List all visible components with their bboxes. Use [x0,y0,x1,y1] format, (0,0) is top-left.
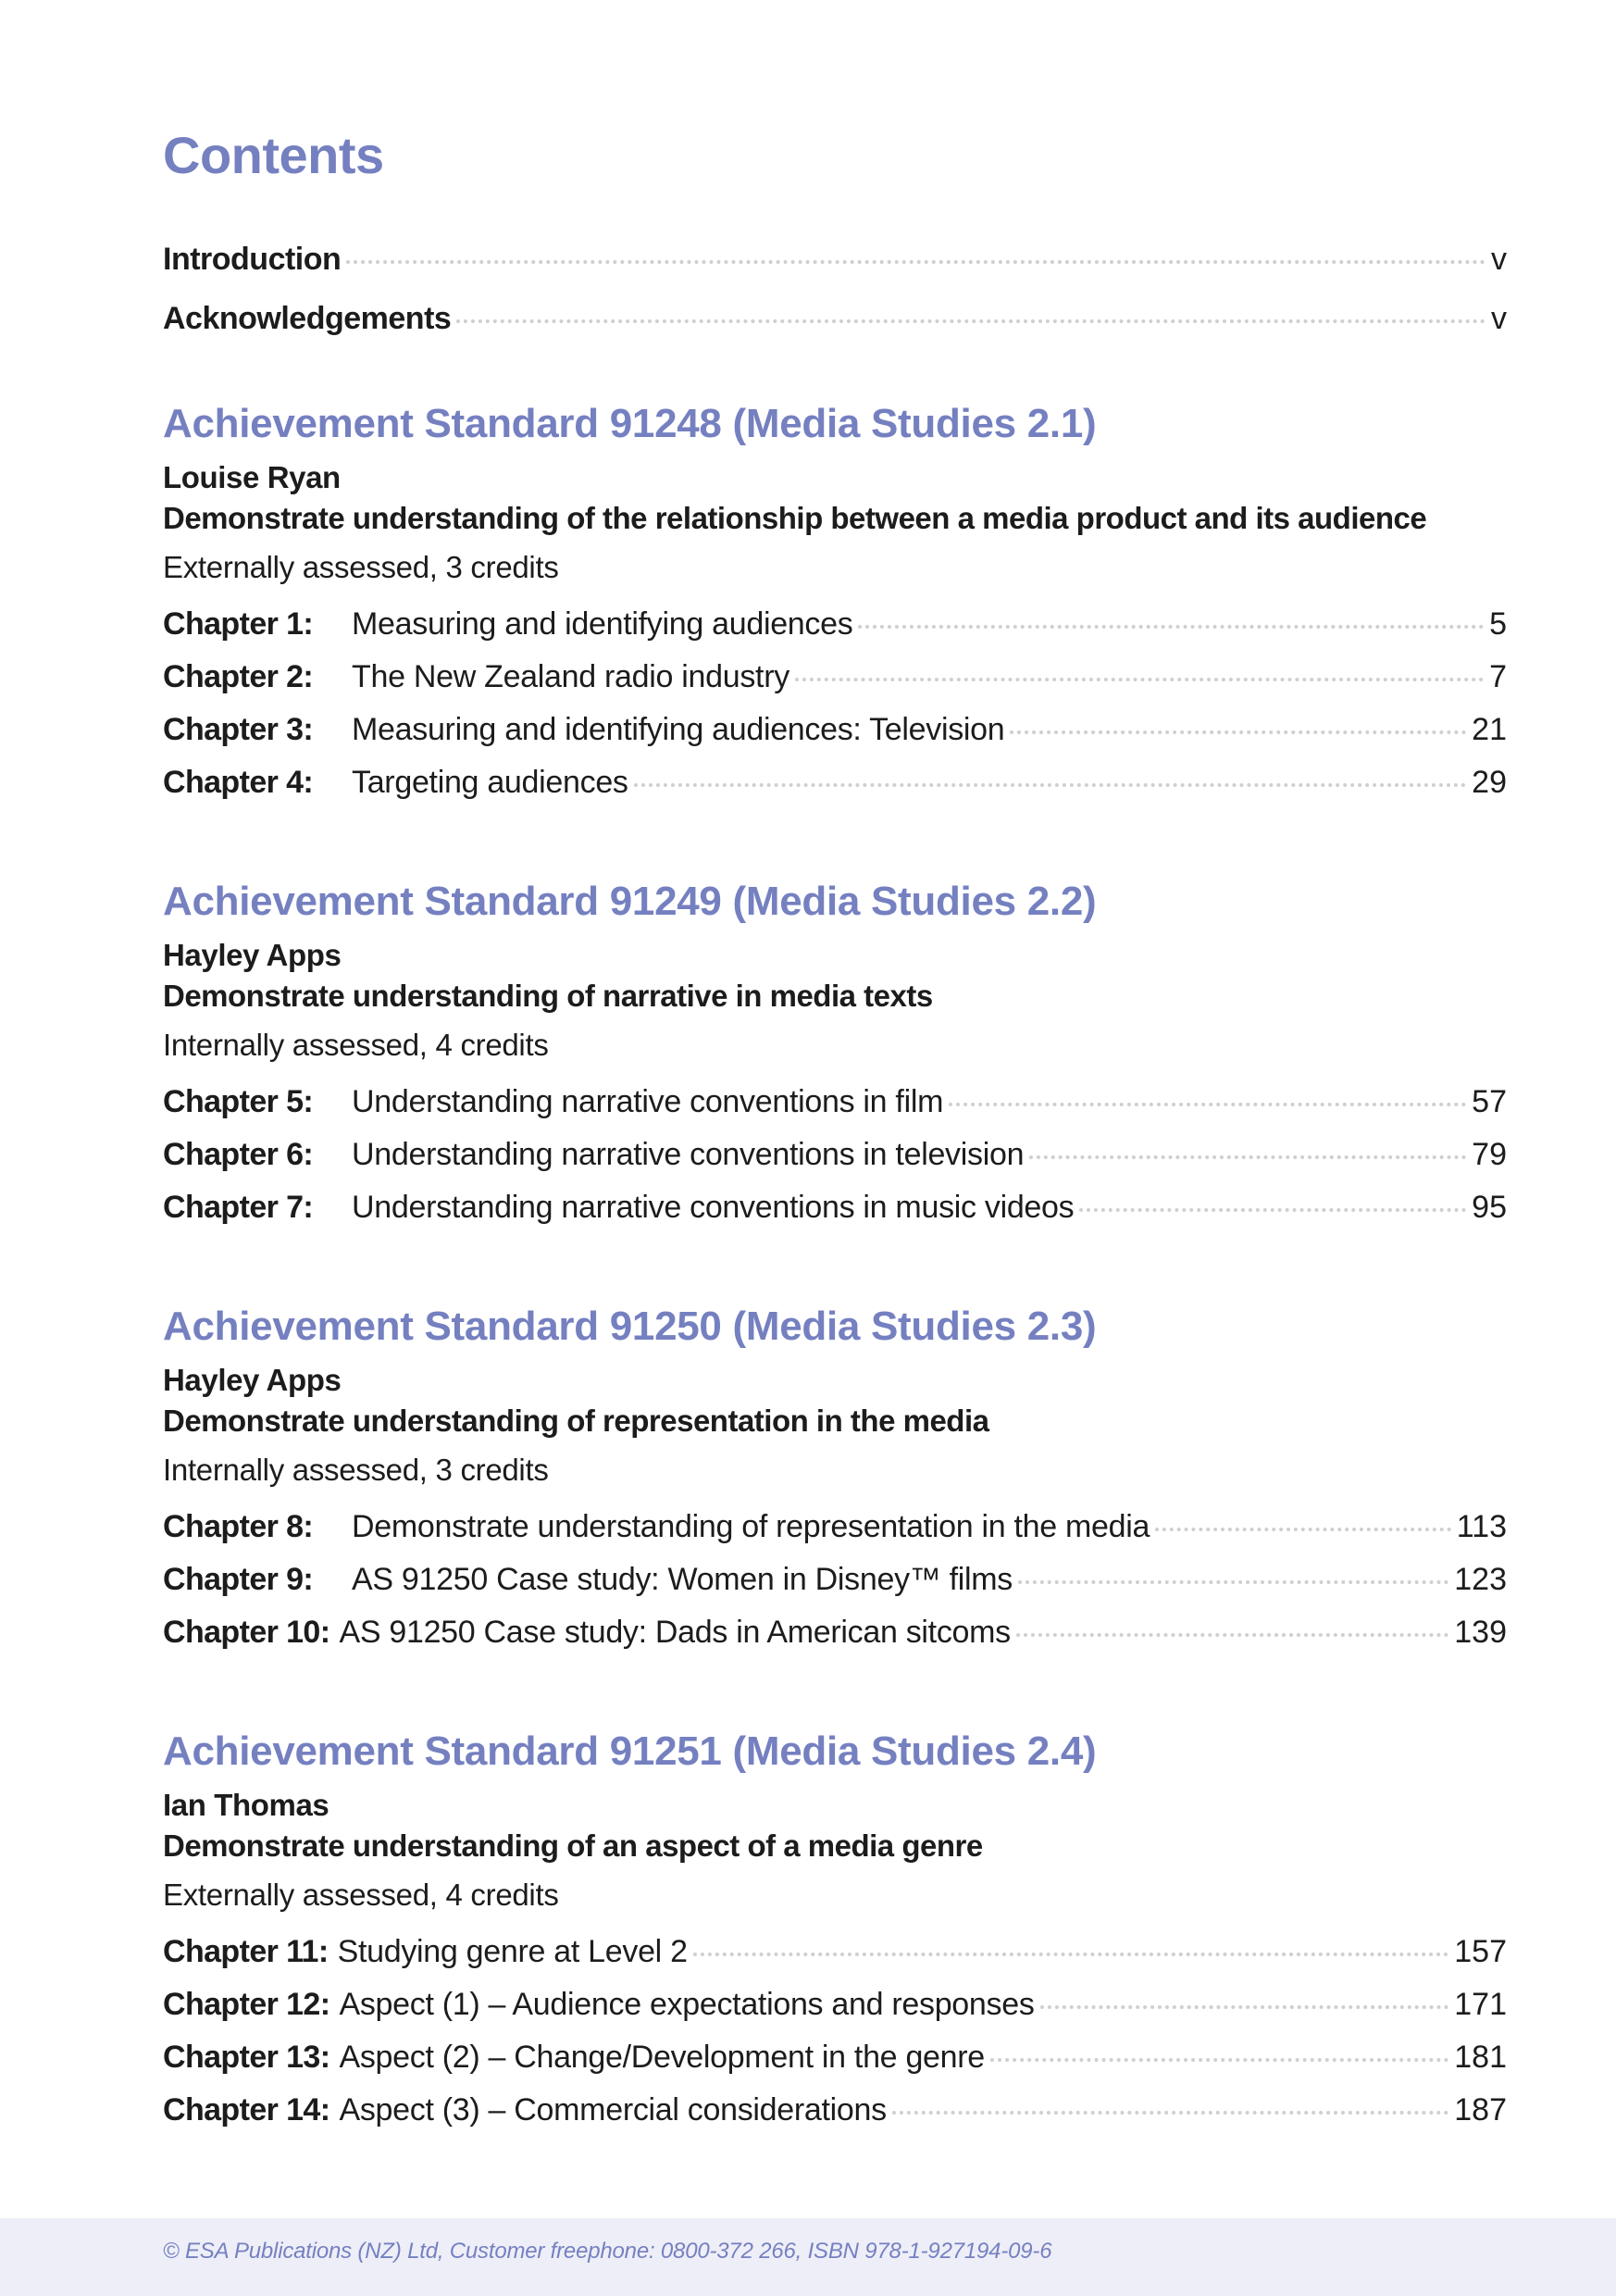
chapter-label: Chapter 6: [163,1137,314,1172]
chapter-title: AS 91250 Case study: Dads in American sitcoms [339,1615,1011,1650]
dot-leader [949,1103,1466,1106]
dot-leader [858,625,1484,629]
toc-entry-acknowledgements[interactable] [163,289,1507,348]
entry-label: Acknowledgements [163,301,452,336]
chapter-title: The New Zealand radio industry [352,659,789,694]
chapter-page-number: 187 [1454,2092,1507,2128]
chapter-label: Chapter 5: [163,1084,314,1119]
section-heading: Achievement Standard 91250 (Media Studies 2.3) [163,1304,1097,1349]
page-title: Contents [163,126,384,184]
section-as-91251 [163,1724,1507,2137]
section-as-91248 [163,396,1507,809]
chapter-label: Chapter 7: [163,1190,314,1225]
front-matter-list [163,230,1507,348]
section-standard: Demonstrate understanding of representation in the media [163,1404,989,1438]
toc-entry-introduction[interactable] [163,230,1507,289]
toc-entry-chapter[interactable] [163,1926,1507,1978]
toc-entry-chapter[interactable] [163,1076,1507,1129]
chapter-label: Chapter 8: [163,1509,314,1544]
chapter-title: Targeting audiences [352,765,628,800]
toc-entry-chapter[interactable] [163,1181,1507,1234]
chapter-title: Measuring and identifying audiences: Television [352,712,1005,747]
toc-entry-chapter[interactable] [163,598,1507,651]
toc-entry-chapter[interactable] [163,1501,1507,1554]
dot-leader [990,2058,1448,2062]
toc-entry-chapter[interactable] [163,651,1507,704]
chapter-page-number: 79 [1472,1137,1507,1172]
dot-leader [1010,730,1466,734]
chapter-page-number: 123 [1454,1562,1507,1597]
chapter-title: AS 91250 Case study: Women in Disney™ films [352,1562,1013,1597]
chapter-label: Chapter 1: [163,606,314,642]
chapter-title: Demonstrate understanding of representation in the media [352,1509,1150,1544]
chapter-label: Chapter 10: [163,1615,330,1650]
chapter-page-number: 5 [1489,606,1507,642]
toc-entry-chapter[interactable] [163,1129,1507,1181]
entry-page-number: v [1491,242,1507,277]
chapter-title: Understanding narrative conventions in television [352,1137,1025,1172]
copyright-notice: © ESA Publications (NZ) Ltd, Customer freephone: 0800-372 266, ISBN 978-1-927194-09-6 [163,2239,1052,2264]
chapter-label: Chapter 11: [163,1934,329,1969]
toc-entry-chapter[interactable] [163,2031,1507,2084]
chapter-page-number: 171 [1454,1987,1507,2022]
dot-leader [795,678,1484,681]
section-standard: Demonstrate understanding of an aspect of a media genre [163,1828,983,1863]
chapter-label: Chapter 14: [163,2092,330,2128]
chapter-title: Studying genre at Level 2 [337,1934,688,1969]
entry-label: Introduction [163,242,342,277]
entry-page-number: v [1491,301,1507,336]
chapter-label: Chapter 3: [163,712,314,747]
section-heading: Achievement Standard 91249 (Media Studies 2.2) [163,879,1097,924]
section-heading: Achievement Standard 91248 (Media Studies 2.1) [163,401,1097,446]
page-footer [0,2218,1616,2296]
chapter-title: Understanding narrative conventions in film [352,1084,944,1119]
dot-leader [1040,2005,1449,2009]
chapter-label: Chapter 4: [163,765,314,800]
section-assessment: Externally assessed, 4 credits [163,1878,559,1912]
dot-leader [1018,1580,1448,1584]
dot-leader [1155,1528,1451,1531]
section-as-91250 [163,1299,1507,1659]
chapter-page-number: 57 [1472,1084,1507,1119]
chapter-label: Chapter 12: [163,1987,330,2022]
toc-entry-chapter[interactable] [163,2084,1507,2137]
section-assessment: Internally assessed, 3 credits [163,1453,549,1487]
section-as-91249 [163,874,1507,1234]
chapter-page-number: 95 [1472,1190,1507,1225]
dot-leader [1079,1208,1466,1212]
section-standard: Demonstrate understanding of narrative in media texts [163,979,933,1013]
chapter-page-number: 157 [1454,1934,1507,1969]
chapter-label: Chapter 9: [163,1562,314,1597]
toc-entry-chapter[interactable] [163,1554,1507,1606]
toc-entry-chapter[interactable] [163,1606,1507,1659]
dot-leader [634,783,1467,787]
chapter-label: Chapter 13: [163,2040,330,2075]
section-author: Hayley Apps [163,1363,342,1397]
section-standard: Demonstrate understanding of the relationship between a media product and its audience [163,501,1427,535]
chapter-title: Understanding narrative conventions in music videos [352,1190,1075,1225]
chapter-page-number: 139 [1454,1615,1507,1650]
chapter-title: Aspect (2) – Change/Development in the genre [339,2040,985,2075]
chapter-label: Chapter 2: [163,659,314,694]
chapter-title: Aspect (1) – Audience expectations and responses [339,1987,1035,2022]
chapter-title: Aspect (3) – Commercial considerations [339,2092,887,2128]
section-author: Ian Thomas [163,1788,329,1822]
chapter-page-number: 181 [1454,2040,1507,2075]
dot-leader [1029,1155,1466,1159]
dot-leader [1016,1633,1448,1637]
toc-entry-chapter[interactable] [163,704,1507,756]
chapter-page-number: 113 [1456,1509,1507,1544]
section-assessment: Internally assessed, 4 credits [163,1028,549,1062]
section-heading: Achievement Standard 91251 (Media Studies 2.4) [163,1728,1097,1774]
chapter-page-number: 7 [1489,659,1507,694]
dot-leader [693,1953,1449,1956]
toc-entry-chapter[interactable] [163,1978,1507,2031]
chapter-page-number: 21 [1472,712,1507,747]
dot-leader [346,260,1485,264]
chapter-page-number: 29 [1472,765,1507,800]
dot-leader [892,2111,1448,2115]
toc-entry-chapter[interactable] [163,756,1507,809]
section-author: Hayley Apps [163,938,342,972]
chapter-title: Measuring and identifying audiences [352,606,853,642]
section-author: Louise Ryan [163,460,341,494]
section-assessment: Externally assessed, 3 credits [163,550,559,584]
dot-leader [456,319,1485,323]
